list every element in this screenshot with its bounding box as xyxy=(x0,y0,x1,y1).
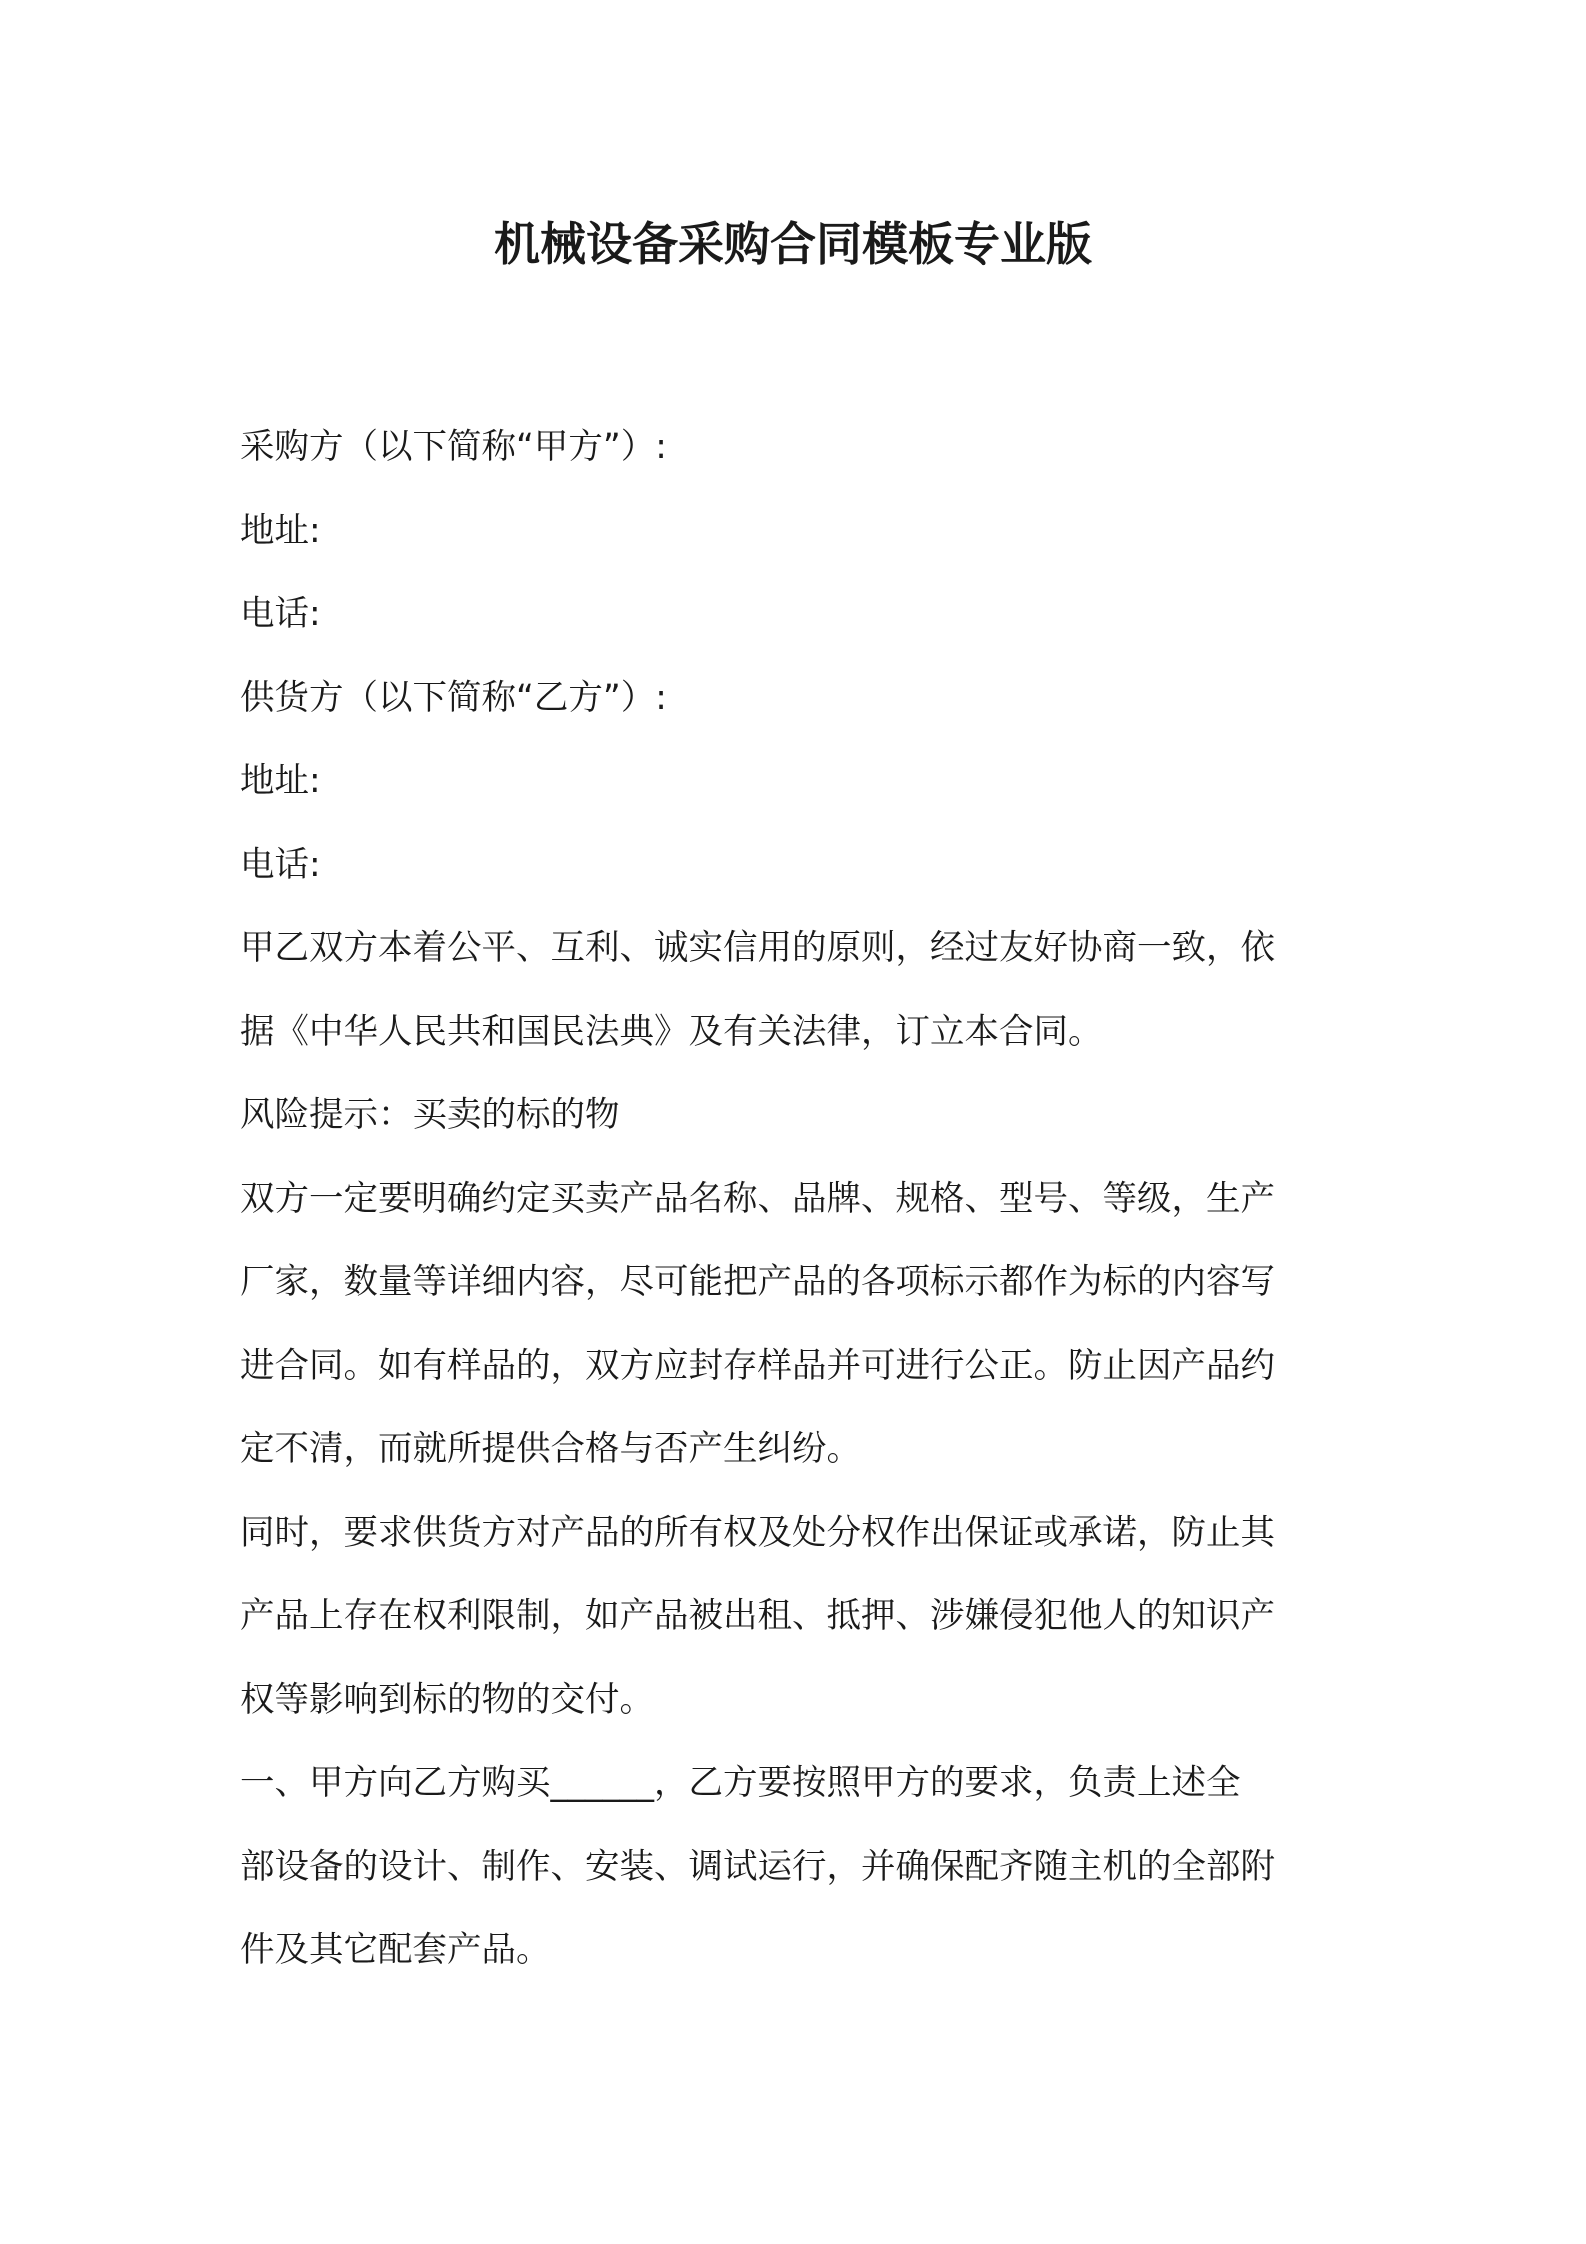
ownership-paragraph-line: 同时，要求供货方对产品的所有权及处分权作出保证或承诺，防止其 xyxy=(240,1512,1275,1553)
risk-paragraph-line: 厂家，数量等详细内容，尽可能把产品的各项标示都作为标的内容写 xyxy=(240,1262,1275,1302)
preamble-line: 据《中华人民共和国民法典》及有关法律，订立本合同。 xyxy=(240,1011,1103,1052)
clause-one-line: 一、甲方向乙方购买______，乙方要按照甲方的要求，负责上述全 xyxy=(240,1763,1241,1803)
document-body xyxy=(240,406,1350,1993)
document-title: 机械设备采购合同模板专业版 xyxy=(494,217,1092,271)
clause-one-line: 部设备的设计、制作、安装、调试运行，并确保配齐随主机的全部附 xyxy=(240,1846,1275,1887)
risk-paragraph-line: 双方一定要明确约定买卖产品名称、品牌、规格、型号、等级，生产 xyxy=(240,1178,1275,1219)
ownership-paragraph-line: 产品上存在权利限制，如产品被出租、抵押、涉嫌侵犯他人的知识产 xyxy=(240,1596,1275,1636)
risk-paragraph-line: 进合同。如有样品的，双方应封存样品并可进行公正。防止因产品约 xyxy=(240,1345,1275,1386)
supplier-phone-line: 电话: xyxy=(240,844,321,885)
buyer-phone-line: 电话: xyxy=(240,594,321,634)
clause-one-line: 件及其它配套产品。 xyxy=(240,1930,551,1970)
supplier-address-line: 地址: xyxy=(240,761,321,801)
buyer-line: 采购方（以下简称“甲方”）: xyxy=(240,427,667,467)
buyer-address-line: 地址: xyxy=(240,510,321,551)
ownership-paragraph-line: 权等影响到标的物的交付。 xyxy=(240,1679,654,1720)
supplier-line: 供货方（以下简称“乙方”）: xyxy=(240,677,667,718)
preamble-line: 甲乙双方本着公平、互利、诚实信用的原则，经过友好协商一致，依 xyxy=(240,928,1275,968)
risk-paragraph-line: 定不清，而就所提供合格与否产生纠纷。 xyxy=(240,1429,861,1469)
risk-heading-line: 风险提示：买卖的标的物 xyxy=(240,1095,620,1135)
